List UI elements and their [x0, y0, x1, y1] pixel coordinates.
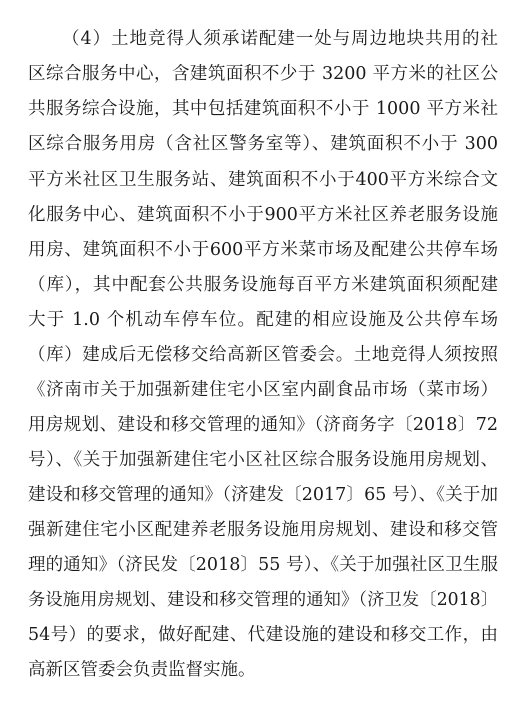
- paragraph-line: 理的通知》（济民发〔2018〕55 号）、《关于加强社区卫生服: [28, 555, 498, 575]
- paragraph-line: 54号）的要求，做好配建、代建设施的建设和移交工作，由: [28, 625, 498, 645]
- paragraph-line: 区综合服务用房（含社区警务室等）、建筑面积不小于 300: [28, 134, 498, 154]
- paragraph-line: （4）土地竞得人须承诺配建一处与周边地块共用的社: [62, 29, 498, 49]
- paragraph-line: （库），其中配套公共服务设施每百平方米建筑面积须配建: [28, 275, 498, 295]
- paragraph-line: 共服务综合设施，其中包括建筑面积不小于 1000 平方米社: [28, 99, 498, 119]
- paragraph-line: 务设施用房规划、建设和移交管理的通知》（济卫发〔2018〕: [28, 590, 498, 610]
- paragraph-line: 建设和移交管理的通知》（济建发〔2017〕65 号）、《关于加: [28, 485, 498, 505]
- paragraph-line: 高新区管委会负责监督实施。: [28, 660, 256, 680]
- paragraph-line: 化服务中心、建筑面积不小于900平方米社区养老服务设施: [28, 205, 498, 225]
- paragraph-line: 用房规划、建设和移交管理的通知》（济商务字〔2018〕72: [28, 415, 498, 435]
- paragraph-line: （库）建成后无偿移交给高新区管委会。土地竞得人须按照: [28, 345, 498, 365]
- paragraph-line: 区综合服务中心，含建筑面积不少于 3200 平方米的社区公: [28, 64, 498, 84]
- paragraph-line: 平方米社区卫生服务站、建筑面积不小于400平方米综合文: [28, 170, 498, 190]
- paragraph-line: 用房、建筑面积不小于600平方米菜市场及配建公共停车场: [28, 240, 498, 260]
- paragraph-line: 大于 1.0 个机动车停车位。配建的相应设施及公共停车场: [28, 310, 498, 330]
- paragraph-line: 号）、《关于加强新建住宅小区社区综合服务设施用房规划、: [28, 450, 498, 470]
- paragraph-line: 《济南市关于加强新建住宅小区室内副食品市场（菜市场）: [28, 380, 498, 400]
- paragraph-line: 强新建住宅小区配建养老服务设施用房规划、建设和移交管: [28, 520, 498, 540]
